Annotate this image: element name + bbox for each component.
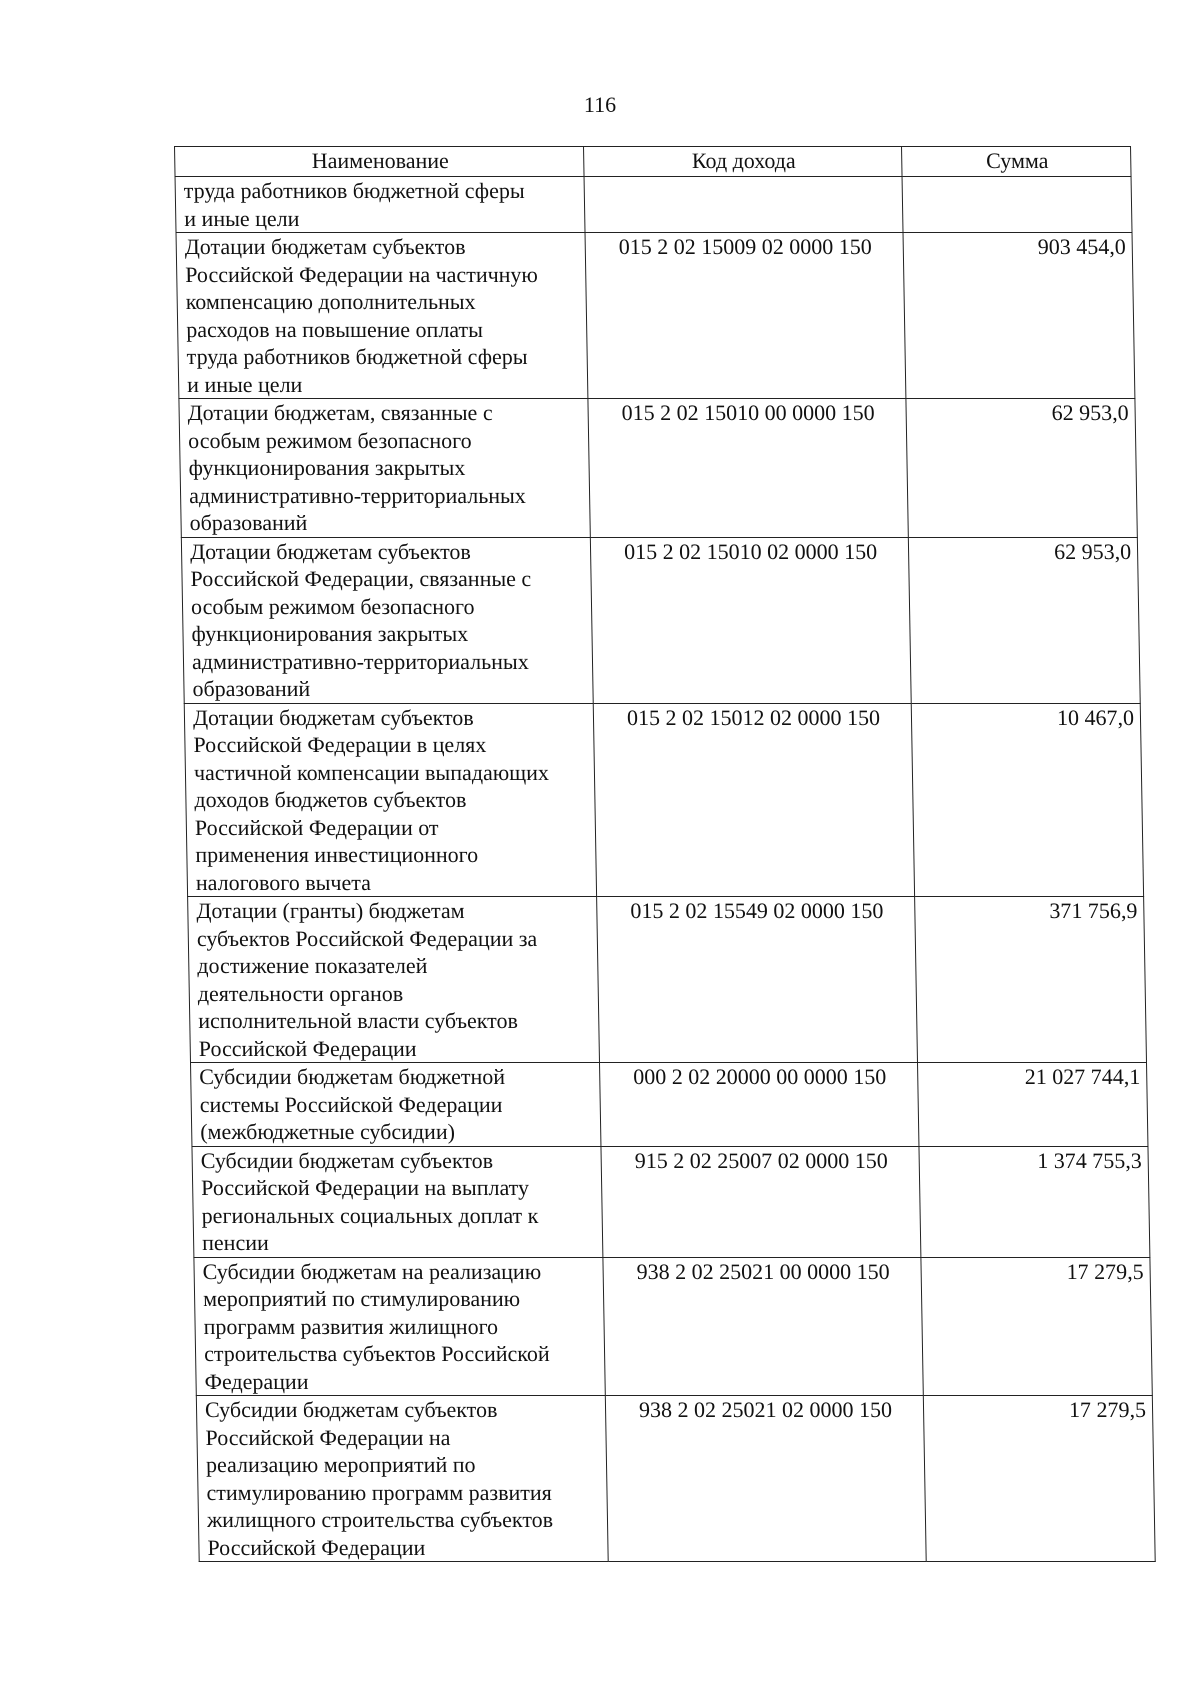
cell-sum: 10 467,0 — [911, 703, 1143, 897]
table-row — [181, 537, 1140, 703]
cell-name: Субсидии бюджетам бюджетной системы Российской Федерации (межбюджетные субсидии) — [190, 1063, 600, 1147]
cell-income-code: 938 2 02 25021 00 0000 150 — [603, 1257, 923, 1396]
cell-income-code: 015 2 02 15010 02 0000 150 — [590, 537, 911, 703]
cell-sum: 371 756,9 — [915, 897, 1147, 1063]
page-number: 116 — [583, 92, 617, 117]
cell-name: Дотации бюджетам, связанные с особым режимом безопасного функционирования закрытых административно-территориальных образований — [179, 399, 590, 538]
table-row — [192, 1146, 1150, 1257]
table-row — [176, 233, 1135, 399]
cell-name: труда работников бюджетной сферы и иные цели — [175, 177, 585, 233]
table-header — [175, 147, 1132, 177]
cell-income-code: 015 2 02 15010 00 0000 150 — [588, 399, 908, 538]
table-body — [175, 177, 1155, 1562]
header-sum: Сумма — [902, 147, 1132, 177]
cell-income-code: 938 2 02 25021 02 0000 150 — [605, 1396, 926, 1562]
cell-name: Субсидии бюджетам субъектов Российской Федерации на реализацию мероприятий по стимулированию программ развития жилищного строительства субъектов Российской Федерации — [196, 1396, 608, 1562]
cell-sum: 17 279,5 — [921, 1257, 1152, 1396]
table-row — [190, 1063, 1147, 1147]
header-name: Наименование — [175, 147, 585, 177]
cell-sum: 62 953,0 — [906, 399, 1137, 538]
cell-sum: 17 279,5 — [923, 1396, 1155, 1562]
cell-income-code: 015 2 02 15009 02 0000 150 — [585, 233, 906, 399]
cell-name: Дотации (гранты) бюджетам субъектов Российской Федерации за достижение показателей деятельности органов исполнительной власти субъектов Российской Федерации — [188, 897, 600, 1063]
cell-income-code — [584, 177, 903, 233]
table-row — [179, 399, 1137, 538]
cell-name: Дотации бюджетам субъектов Российской Федерации на частичную компенсацию дополнительных расходов на повышение оплаты труда работников бюджетной сферы и иные цели — [176, 233, 588, 399]
header-code: Код дохода — [584, 147, 903, 177]
cell-income-code: 915 2 02 25007 02 0000 150 — [601, 1146, 921, 1257]
table-row — [188, 897, 1147, 1063]
cell-sum: 21 027 744,1 — [917, 1063, 1147, 1147]
cell-sum: 903 454,0 — [903, 233, 1135, 399]
table-container — [174, 146, 1156, 1562]
table-row — [194, 1257, 1152, 1396]
cell-sum — [902, 177, 1132, 233]
cell-income-code: 015 2 02 15549 02 0000 150 — [597, 897, 918, 1063]
table-row — [184, 703, 1143, 897]
cell-name: Дотации бюджетам субъектов Российской Федерации в целях частичной компенсации выпадающих доходов бюджетов субъектов Российской Федерации от применения инвестиционного налогового вычета — [184, 703, 596, 897]
cell-name: Субсидии бюджетам субъектов Российской Федерации на выплату региональных социальных доплат к пенсии — [192, 1146, 603, 1257]
header-row — [175, 147, 1132, 177]
cell-sum: 62 953,0 — [908, 537, 1140, 703]
cell-name: Субсидии бюджетам на реализацию мероприятий по стимулированию программ развития жилищного строительства субъектов Российской Федерации — [194, 1257, 605, 1396]
cell-income-code: 000 2 02 20000 00 0000 150 — [599, 1063, 918, 1147]
revenue-table — [174, 146, 1156, 1562]
table-row — [196, 1396, 1155, 1562]
cell-income-code: 015 2 02 15012 02 0000 150 — [593, 703, 914, 897]
cell-name: Дотации бюджетам субъектов Российской Федерации, связанные с особым режимом безопасного функционирования закрытых административно-территориальных образований — [181, 537, 593, 703]
cell-sum: 1 374 755,3 — [919, 1146, 1150, 1257]
table-row — [175, 177, 1132, 233]
